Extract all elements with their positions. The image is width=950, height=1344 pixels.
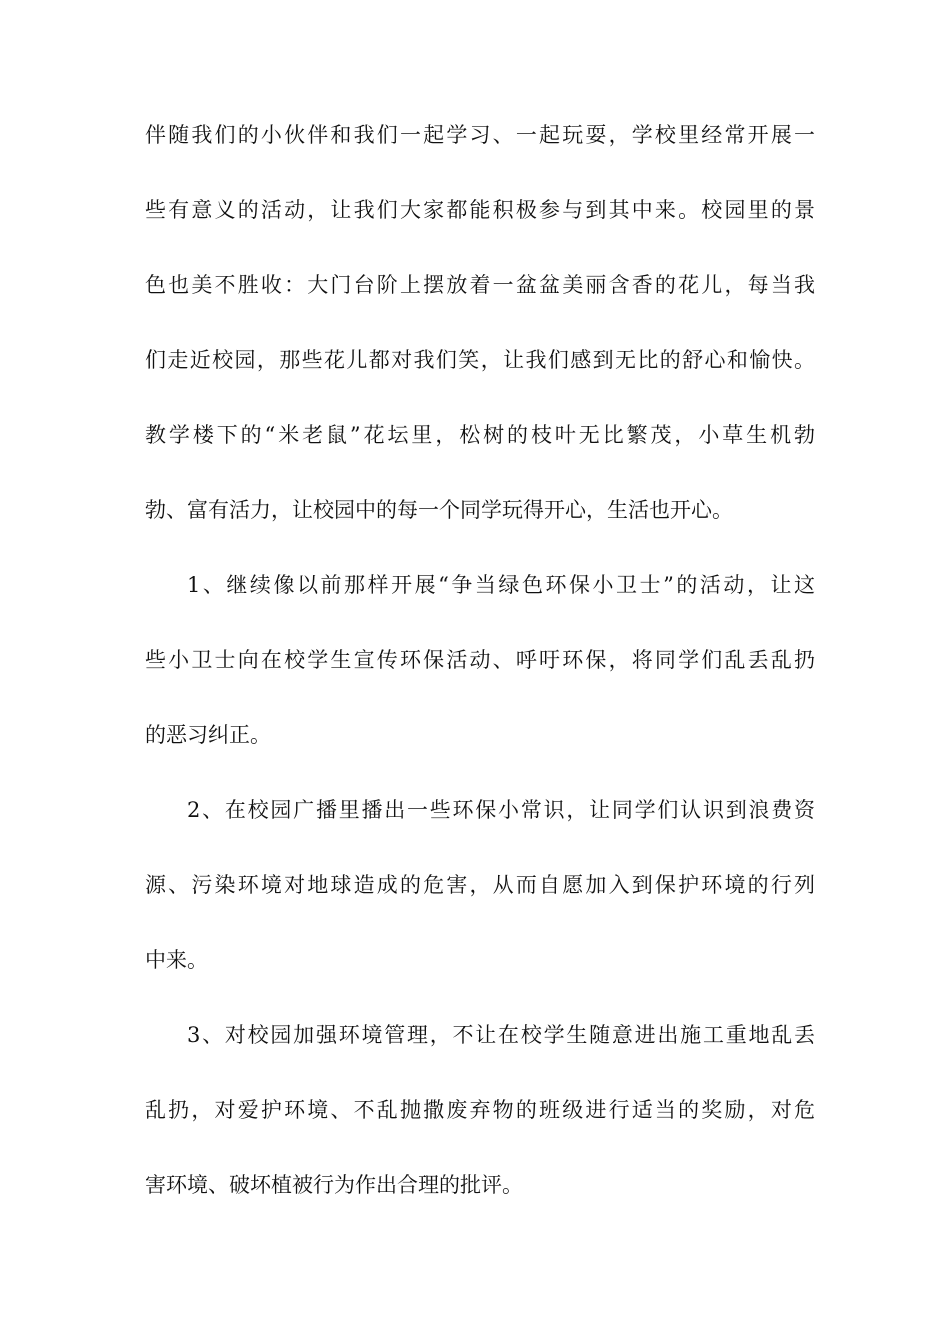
paragraph-3 bbox=[145, 773, 815, 998]
text-line: 们走近校园，那些花儿都对我们笑，让我们感到无比的舒心和愉快。 bbox=[145, 348, 815, 372]
text-line: 源、污染环境对地球造成的危害，从而自愿加入到保护环境的行列 bbox=[145, 873, 815, 897]
text-line: 色也美不胜收：大门台阶上摆放着一盆盆美丽含香的花儿，每当我 bbox=[145, 273, 815, 297]
text-line: 1、继续像以前那样开展“争当绿色环保小卫士”的活动，让这 bbox=[187, 573, 815, 597]
text-line: 些有意义的活动，让我们大家都能积极参与到其中来。校园里的景 bbox=[145, 198, 815, 222]
text-line: 害环境、破坏植被行为作出合理的批评。 bbox=[145, 1173, 523, 1197]
paragraph-4 bbox=[145, 998, 815, 1223]
text-line: 3、对校园加强环境管理，不让在校学生随意进出施工重地乱丢 bbox=[187, 1023, 815, 1047]
text-line: 些小卫士向在校学生宣传环保活动、呼吁环保，将同学们乱丢乱扔 bbox=[145, 648, 815, 672]
text-line: 伴随我们的小伙伴和我们一起学习、一起玩耍，学校里经常开展一 bbox=[145, 123, 815, 147]
document-body bbox=[145, 98, 815, 1223]
paragraph-2 bbox=[145, 548, 815, 773]
text-line: 的恶习纠正。 bbox=[145, 723, 271, 747]
text-line: 2、在校园广播里播出一些环保小常识，让同学们认识到浪费资 bbox=[187, 798, 815, 822]
text-line: 教学楼下的“米老鼠”花坛里，松树的枝叶无比繁茂，小草生机勃 bbox=[145, 423, 815, 447]
text-line: 中来。 bbox=[145, 948, 208, 972]
text-line: 乱扔，对爱护环境、不乱抛撒废弃物的班级进行适当的奖励，对危 bbox=[145, 1098, 815, 1122]
paragraph-1 bbox=[145, 98, 815, 548]
text-line: 勃、富有活力，让校园中的每一个同学玩得开心，生活也开心。 bbox=[145, 498, 733, 522]
